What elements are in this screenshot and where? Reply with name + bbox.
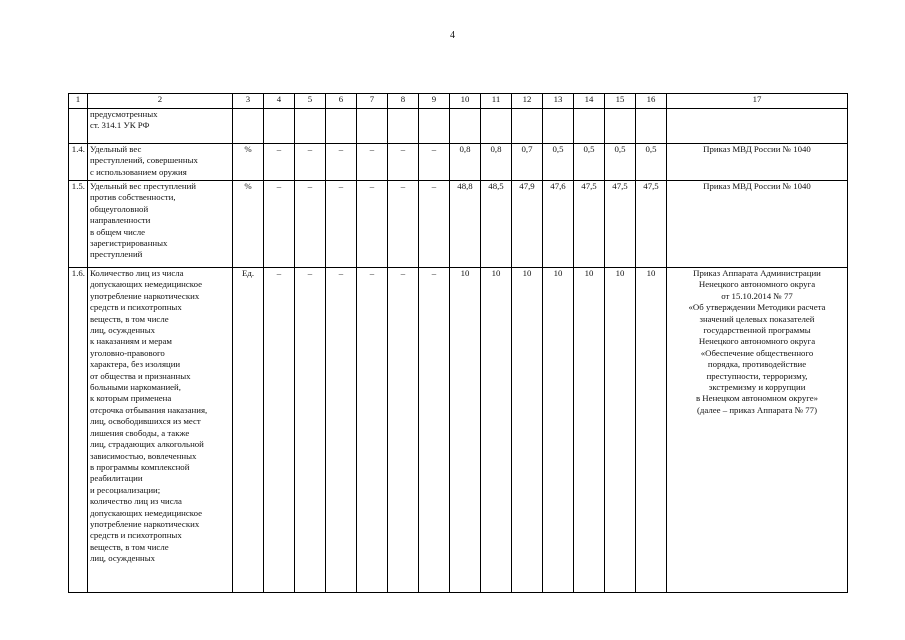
row-number [69,109,88,144]
value-cell: 47,5 [574,181,605,268]
value-cell [636,109,667,144]
header-cell: 16 [636,94,667,109]
value-cell: 10 [574,268,605,593]
source-cell: Приказ МВД России № 1040 [667,144,848,181]
value-cell [264,109,295,144]
value-cell: – [326,181,357,268]
value-cell: – [295,144,326,181]
row-number: 1.4. [69,144,88,181]
value-cell: – [388,268,419,593]
indicator-name: Удельный вес преступлений, совершенных с использованием оружия [88,144,233,181]
header-cell: 17 [667,94,848,109]
value-cell: 10 [450,268,481,593]
value-cell: 0,8 [450,144,481,181]
page-number: 4 [450,30,455,41]
unit-cell [233,109,264,144]
value-cell [512,109,543,144]
table-row [69,144,848,181]
value-cell [295,109,326,144]
value-cell: – [264,268,295,593]
value-cell: 0,7 [512,144,543,181]
table-row [69,268,848,593]
header-cell: 6 [326,94,357,109]
table-row [69,109,848,144]
value-cell [388,109,419,144]
header-cell: 10 [450,94,481,109]
value-cell: 10 [512,268,543,593]
header-cell: 13 [543,94,574,109]
row-number: 1.5. [69,181,88,268]
value-cell: 48,5 [481,181,512,268]
header-cell: 8 [388,94,419,109]
header-cell: 12 [512,94,543,109]
value-cell: – [295,268,326,593]
unit-cell: Ед. [233,268,264,593]
row-number: 1.6. [69,268,88,593]
value-cell: 47,5 [636,181,667,268]
value-cell [357,109,388,144]
value-cell: – [357,268,388,593]
value-cell: 0,5 [636,144,667,181]
unit-cell: % [233,144,264,181]
value-cell: – [419,144,450,181]
indicator-name: Количество лиц из числа допускающих немедицинское употребление наркотических средств и психотропных веществ, в том числе лиц, осужденных к наказаниям и мерам уголовно-правового характера, без изоляции от общества и признанных больными наркоманией, к которым применена отсрочка отбывания наказания, лиц, освободившихся из мест лишения свободы, а также лиц, страдающих алкогольной зависимостью, вовлеченных в программы комплексной реабилитации и ресоциализации; количество лиц из числа допускающих немедицинское употребление наркотических средств и психотропных веществ, в том числе лиц, осужденных [88,268,233,593]
value-cell: 47,5 [605,181,636,268]
value-cell [326,109,357,144]
header-cell: 15 [605,94,636,109]
header-cell: 4 [264,94,295,109]
value-cell: 10 [636,268,667,593]
value-cell [605,109,636,144]
value-cell: 47,6 [543,181,574,268]
value-cell: – [388,144,419,181]
value-cell: 0,8 [481,144,512,181]
indicators-table [68,93,848,593]
value-cell: 0,5 [605,144,636,181]
value-cell [419,109,450,144]
header-cell: 3 [233,94,264,109]
header-cell: 9 [419,94,450,109]
value-cell: – [388,181,419,268]
value-cell: 48,8 [450,181,481,268]
value-cell [450,109,481,144]
header-cell: 7 [357,94,388,109]
value-cell: 10 [543,268,574,593]
value-cell: 47,9 [512,181,543,268]
header-cell: 1 [69,94,88,109]
value-cell: – [264,144,295,181]
header-cell: 14 [574,94,605,109]
table-row [69,181,848,268]
indicator-name: Удельный вес преступлений против собственности, общеуголовной направленности в общем числе зарегистрированных преступлений [88,181,233,268]
source-cell [667,109,848,144]
header-cell: 5 [295,94,326,109]
value-cell [481,109,512,144]
value-cell [543,109,574,144]
value-cell: – [419,268,450,593]
value-cell: – [295,181,326,268]
header-cell: 11 [481,94,512,109]
value-cell: 10 [481,268,512,593]
unit-cell: % [233,181,264,268]
header-cell: 2 [88,94,233,109]
source-cell: Приказ Аппарата Администрации Ненецкого автономного округа от 15.10.2014 № 77 «Об утверждении Методики расчета значений целевых показателей государственной программы Ненецкого автономного округа «Обеспечение общественного порядка, противодействие преступности, терроризму, экстремизму и коррупции в Ненецком автономном округе» (далее – приказ Аппарата № 77) [667,268,848,593]
value-cell: – [326,268,357,593]
value-cell: – [264,181,295,268]
source-cell: Приказ МВД России № 1040 [667,181,848,268]
value-cell: – [326,144,357,181]
indicator-name: предусмотренных ст. 314.1 УК РФ [88,109,233,144]
value-cell: – [357,144,388,181]
value-cell [574,109,605,144]
value-cell: – [419,181,450,268]
value-cell: 0,5 [543,144,574,181]
table-header-row [69,94,848,109]
value-cell: 0,5 [574,144,605,181]
value-cell: – [357,181,388,268]
value-cell: 10 [605,268,636,593]
